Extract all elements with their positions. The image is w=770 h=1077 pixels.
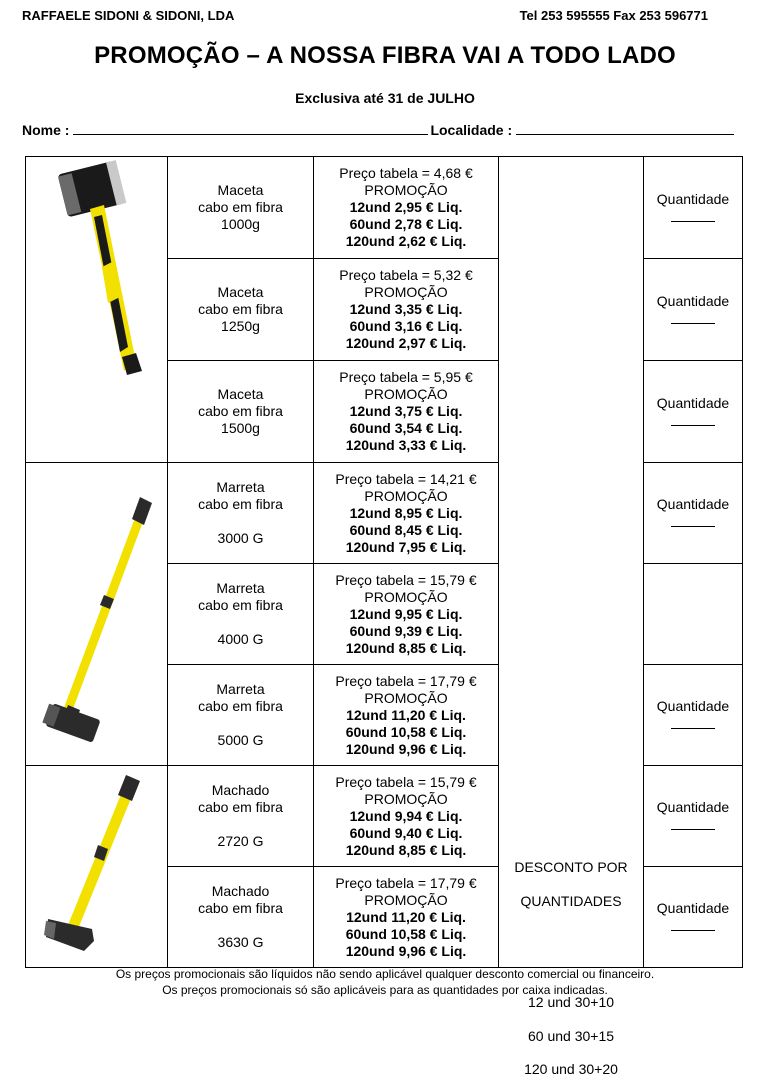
discount-title-2: QUANTIDADES — [520, 893, 622, 909]
price-60: 60und 10,58 € Liq. — [345, 925, 467, 942]
price-120: 120und 2,62 € Liq. — [345, 233, 467, 249]
price-12: 12und 9,95 € Liq. — [349, 605, 463, 622]
price-120: 120und 2,97 € Liq. — [345, 335, 467, 351]
price-60: 60und 10,58 € Liq. — [345, 723, 467, 740]
price-60: 60und 8,45 € Liq. — [349, 521, 463, 538]
quantity-cell[interactable] — [644, 157, 743, 259]
price-12: 12und 11,20 € Liq. — [346, 908, 466, 925]
list-price: Preço tabela = 5,95 € — [339, 369, 473, 385]
price-60: 60und 3,16 € Liq. — [349, 318, 463, 334]
product-weight: 1000g — [221, 216, 260, 232]
product-handle: cabo em fibra — [198, 301, 283, 317]
price-12: 12und 11,20 € Liq. — [346, 706, 466, 723]
quantity-label: Quantidade — [656, 190, 730, 207]
machado-image-cell — [26, 766, 168, 968]
list-price: Preço tabela = 4,68 € — [339, 165, 473, 181]
discount-tier-12: 12 und 30+10 — [527, 994, 615, 1010]
quantity-cell[interactable] — [644, 463, 743, 564]
footer-note-1: Os preços promocionais são líquidos não sendo aplicável qualquer desconto comercial ou financeiro. — [115, 967, 655, 981]
promo-label: PROMOÇÃO — [364, 891, 448, 908]
price-cell — [314, 259, 499, 361]
customer-form — [22, 122, 747, 138]
quantity-cell[interactable] — [644, 361, 743, 463]
product-handle: cabo em fibra — [198, 199, 283, 215]
quantity-input-line[interactable] — [671, 315, 715, 324]
product-handle: cabo em fibra — [198, 799, 283, 815]
product-type: Machado — [211, 883, 270, 899]
locality-field[interactable] — [516, 122, 734, 135]
locality-label: Localidade : — [430, 122, 513, 138]
price-120: 120und 3,33 € Liq. — [345, 437, 467, 453]
product-name-cell — [168, 766, 314, 867]
promo-label: PROMOÇÃO — [364, 386, 448, 402]
list-price: Preço tabela = 15,79 € — [335, 773, 477, 790]
discount-title-1: DESCONTO POR — [514, 859, 628, 875]
footer-notes — [0, 966, 770, 998]
product-handle: cabo em fibra — [198, 698, 283, 714]
price-120: 120und 8,85 € Liq. — [345, 639, 467, 656]
price-120: 120und 9,96 € Liq. — [345, 942, 467, 959]
product-type: Marreta — [216, 479, 265, 495]
price-12: 12und 8,95 € Liq. — [349, 504, 463, 521]
price-60: 60und 9,40 € Liq. — [349, 824, 463, 841]
price-cell — [314, 766, 499, 867]
quantity-label: Quantidade — [656, 496, 730, 512]
quantity-input-line[interactable] — [671, 417, 715, 426]
price-60: 60und 2,78 € Liq. — [349, 216, 463, 232]
product-name-cell — [168, 157, 314, 259]
product-weight: 1500g — [221, 420, 260, 436]
name-field[interactable] — [73, 122, 428, 135]
discount-tier-60: 60 und 30+15 — [527, 1028, 615, 1044]
quantity-cell[interactable] — [644, 867, 743, 968]
price-60: 60und 9,39 € Liq. — [349, 622, 463, 639]
product-handle: cabo em fibra — [198, 900, 283, 916]
promo-label: PROMOÇÃO — [364, 487, 448, 504]
sledgehammer-image — [32, 467, 162, 757]
quantity-input-line[interactable] — [671, 213, 715, 222]
product-name-cell — [168, 665, 314, 766]
footer-note-2: Os preços promocionais só são aplicáveis para as quantidades por caixa indicadas. — [162, 983, 608, 997]
product-name-cell — [168, 867, 314, 968]
price-cell — [314, 157, 499, 259]
letterhead — [0, 0, 770, 26]
list-price: Preço tabela = 17,79 € — [335, 672, 477, 689]
product-handle: cabo em fibra — [198, 496, 283, 512]
quantity-cell[interactable] — [644, 766, 743, 867]
quantity-input-line[interactable] — [671, 922, 715, 931]
quantity-input-line[interactable] — [671, 821, 715, 830]
price-cell — [314, 361, 499, 463]
list-price: Preço tabela = 15,79 € — [335, 571, 477, 588]
club-hammer-image — [32, 157, 162, 457]
quantity-label: Quantidade — [656, 394, 730, 411]
promo-validity: Exclusiva até 31 de JULHO — [295, 90, 475, 106]
product-weight: 2720 G — [217, 833, 264, 849]
marreta-image-cell — [26, 463, 168, 766]
maceta-image-cell — [26, 157, 168, 463]
table-row — [26, 157, 743, 259]
promo-label: PROMOÇÃO — [364, 790, 448, 807]
price-12: 12und 9,94 € Liq. — [349, 807, 463, 824]
promo-label: PROMOÇÃO — [364, 182, 448, 198]
product-type: Marreta — [216, 580, 265, 596]
promo-label: PROMOÇÃO — [364, 588, 448, 605]
product-weight: 3000 G — [217, 530, 264, 546]
name-label: Nome : — [22, 122, 70, 138]
quantity-label: Quantidade — [656, 698, 730, 714]
quantity-label: Quantidade — [656, 799, 730, 815]
product-type: Maceta — [217, 284, 264, 300]
product-weight: 1250g — [221, 318, 260, 334]
quantity-input-line[interactable] — [671, 720, 715, 729]
price-cell — [314, 463, 499, 564]
company-contact: Tel 253 595555 Fax 253 596771 — [519, 8, 708, 23]
quantity-cell[interactable] — [644, 259, 743, 361]
company-name: RAFFAELE SIDONI & SIDONI, LDA — [22, 8, 235, 23]
product-weight: 3630 G — [217, 934, 264, 950]
product-type: Maceta — [217, 386, 264, 402]
quantity-label: Quantidade — [656, 900, 730, 916]
product-type: Maceta — [217, 182, 264, 198]
product-name-cell — [168, 259, 314, 361]
price-cell — [314, 867, 499, 968]
page-title: PROMOÇÃO – A NOSSA FIBRA VAI A TODO LADO — [94, 42, 676, 69]
price-12: 12und 3,75 € Liq. — [349, 403, 463, 419]
promo-label: PROMOÇÃO — [364, 689, 448, 706]
price-cell — [314, 564, 499, 665]
price-60: 60und 3,54 € Liq. — [349, 420, 463, 436]
product-name-cell — [168, 361, 314, 463]
discount-tier-120: 120 und 30+20 — [524, 1061, 618, 1077]
promo-label: PROMOÇÃO — [364, 284, 448, 300]
product-name-cell — [168, 463, 314, 564]
price-12: 12und 2,95 € Liq. — [349, 199, 463, 215]
product-name-cell — [168, 564, 314, 665]
product-handle: cabo em fibra — [198, 403, 283, 419]
price-120: 120und 9,96 € Liq. — [345, 740, 467, 757]
product-handle: cabo em fibra — [198, 597, 283, 613]
price-12: 12und 3,35 € Liq. — [349, 301, 463, 317]
list-price: Preço tabela = 5,32 € — [339, 267, 473, 283]
list-price: Preço tabela = 17,79 € — [335, 874, 477, 891]
quantity-input-line[interactable] — [671, 518, 715, 527]
price-cell — [314, 665, 499, 766]
quantity-cell[interactable] — [644, 665, 743, 766]
splitting-maul-image — [32, 769, 162, 959]
price-120: 120und 8,85 € Liq. — [345, 841, 467, 858]
product-weight: 4000 G — [217, 631, 264, 647]
product-type: Marreta — [216, 681, 265, 697]
product-type: Machado — [211, 782, 270, 798]
quantity-label: Quantidade — [656, 292, 730, 309]
price-120: 120und 7,95 € Liq. — [345, 538, 467, 555]
product-weight: 5000 G — [217, 732, 264, 748]
quantity-cell-empty[interactable] — [644, 564, 743, 665]
discount-cell — [499, 157, 644, 1077]
list-price: Preço tabela = 14,21 € — [335, 470, 477, 487]
